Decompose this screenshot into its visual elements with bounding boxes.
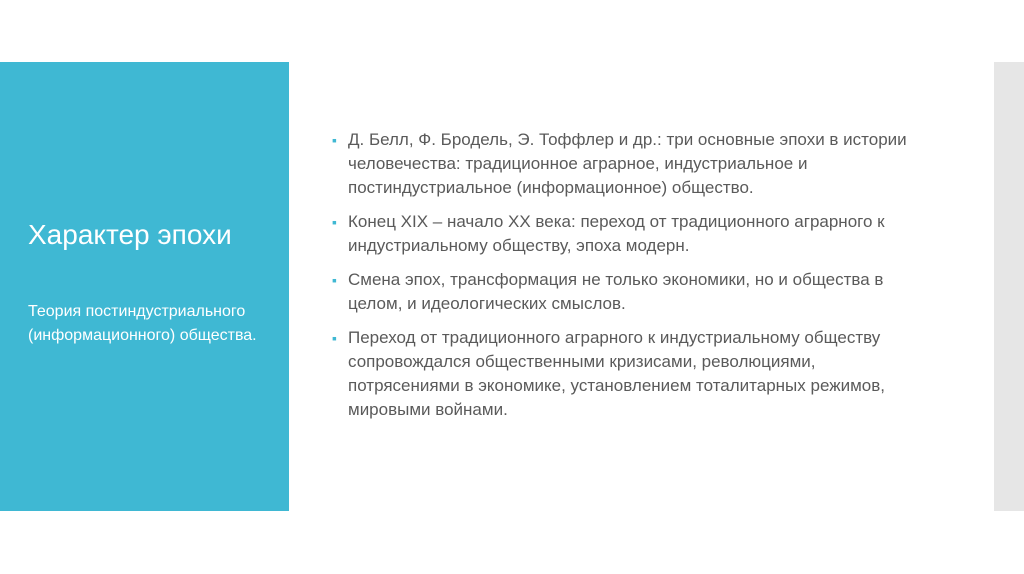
bullet-item <box>328 210 928 258</box>
bullet-item <box>328 268 928 316</box>
bullet-icon: ▪ <box>332 330 337 346</box>
bullet-list <box>328 128 928 422</box>
bullet-icon: ▪ <box>332 214 337 230</box>
slide-subtitle: Теория постиндустриального (информационного) общества. <box>28 303 257 344</box>
bullet-icon: ▪ <box>332 132 337 148</box>
bullet-text: Смена эпох, трансформация не только экономики, но и общества в целом, и идеологических смыслов. <box>348 270 884 313</box>
bullet-item <box>328 326 928 422</box>
slide-title: Характер эпохи <box>28 219 232 250</box>
bullet-text: Переход от традиционного аграрного к индустриальному обществу сопровождался общественными кризисами, революциями, потрясениями в экономике, установлением тоталитарных режимов, мировыми войнами. <box>348 328 885 419</box>
bullet-text: Д. Белл, Ф. Бродель, Э. Тоффлер и др.: три основные эпохи в истории человечества: традиционное аграрное, индустриальное и постиндустриальное (информационное) общество. <box>348 130 907 197</box>
side-panel <box>0 62 289 511</box>
bullet-icon: ▪ <box>332 272 337 288</box>
content-area <box>328 128 928 432</box>
bullet-text: Конец XIX – начало XX века: переход от традиционного аграрного к индустриальному обществу, эпоха модерн. <box>348 212 885 255</box>
bullet-item <box>328 128 928 200</box>
vertical-scrollbar[interactable] <box>994 62 1024 511</box>
